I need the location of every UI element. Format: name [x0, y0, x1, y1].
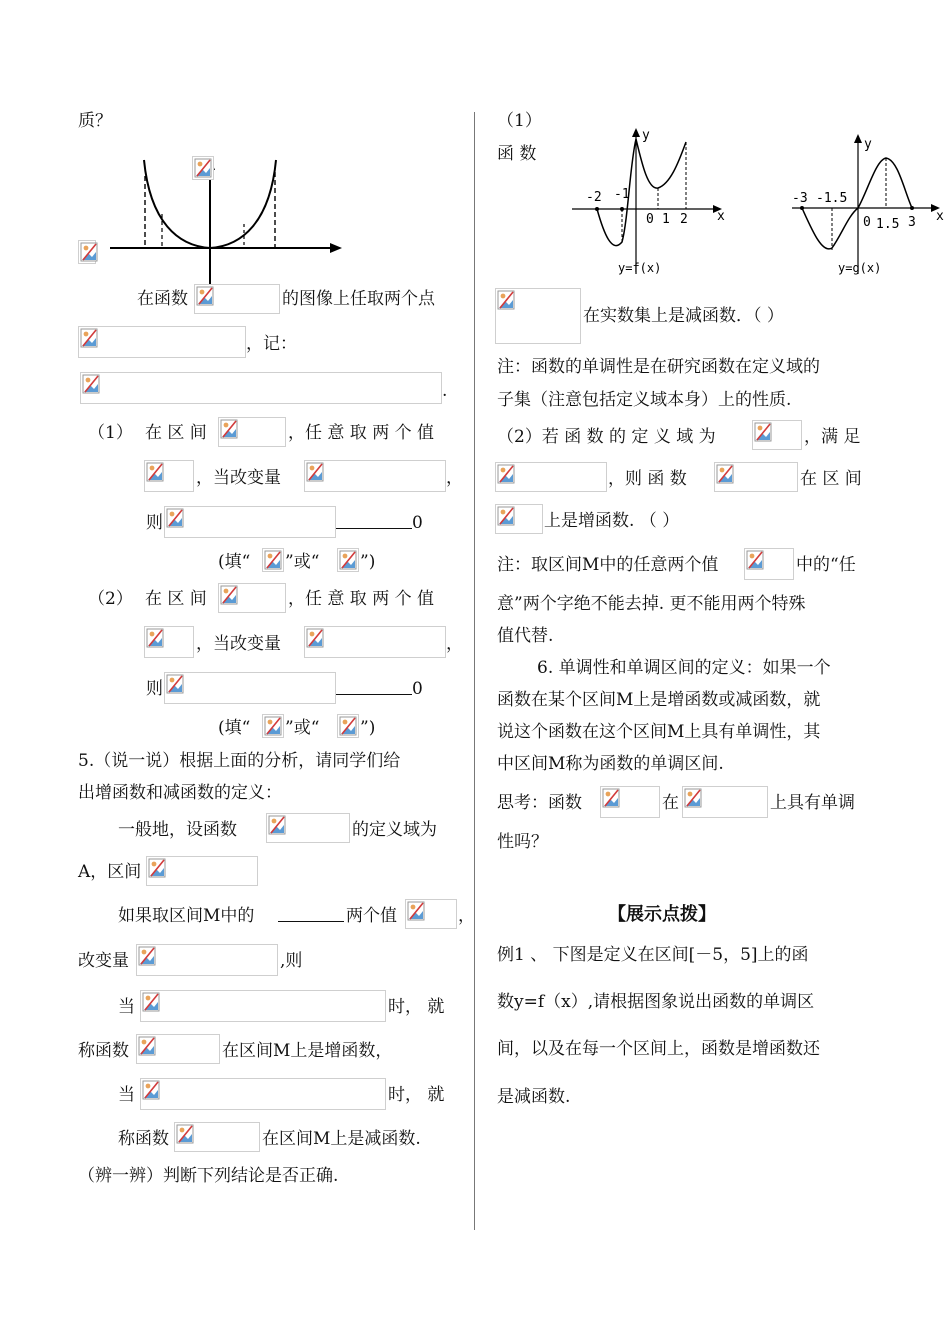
text: 如果取区间M中的 [118, 906, 255, 926]
text: . [442, 381, 448, 401]
text: ， [458, 906, 475, 926]
text: 说这个函数在这个区间M上具有单调性，其 [497, 722, 821, 742]
text: （2） [88, 589, 133, 609]
broken-image-icon [146, 628, 164, 648]
broken-image-icon [148, 858, 166, 878]
formula-image [144, 626, 194, 658]
broken-image-icon [684, 788, 702, 808]
tick-label: -1.5 [816, 191, 848, 206]
broken-image-icon [497, 506, 515, 526]
formula-image [405, 899, 457, 929]
text: 则 [146, 513, 163, 533]
text: （辨一辨）判断下列结论是否正确. [78, 1166, 339, 1186]
text: 例1 、 下图是定义在区间[－5，5]上的函 [497, 945, 809, 965]
text: 是减函数. [497, 1087, 571, 1107]
text: 在 区 间 [145, 589, 207, 609]
tick-label: 1.5 [876, 217, 900, 232]
text: ”或“ [285, 718, 320, 738]
text: ， [446, 468, 463, 488]
formula-image [136, 944, 278, 976]
text: 称函数 [118, 1129, 169, 1149]
text: 在 [662, 793, 679, 813]
text: 函 数 [497, 144, 537, 164]
tick-label: 0 [646, 212, 654, 227]
broken-image-icon [407, 901, 425, 921]
text: 中的“任 [796, 555, 856, 575]
column-divider [474, 112, 475, 1230]
text-zhi: 质？ [78, 111, 112, 131]
broken-image-icon [716, 464, 734, 484]
text: 0 [412, 513, 423, 533]
text: (填“ [218, 718, 251, 738]
broken-image-icon [220, 585, 238, 605]
text: 在实数集上是减函数．（ ） [583, 306, 784, 326]
text: ”) [360, 552, 376, 572]
formula-image [744, 548, 794, 580]
text: ”) [360, 718, 376, 738]
broken-image-icon [264, 716, 282, 736]
formula-image [495, 504, 543, 534]
axis-label-y: y [864, 137, 872, 152]
text: 6. 单调性和单调区间的定义：如果一个 [537, 658, 831, 678]
formula-image [682, 786, 768, 818]
text: ，满 足 [804, 427, 861, 447]
formula-image [218, 583, 286, 613]
broken-image-icon [754, 422, 772, 442]
broken-image-icon [142, 992, 160, 1012]
tick-label: 0 [863, 215, 871, 230]
broken-image-icon [339, 550, 357, 570]
formula-image [304, 626, 446, 658]
formula-image [266, 813, 350, 843]
formula-image [164, 506, 336, 538]
broken-image-icon [166, 508, 184, 528]
text: ， [446, 634, 463, 654]
text: 0 [412, 679, 423, 699]
broken-image-icon [220, 419, 238, 439]
formula-image [495, 288, 581, 344]
tick-label: -3 [792, 191, 808, 206]
formula-image [144, 460, 194, 492]
image-placeholder [192, 156, 214, 180]
broken-image-icon [306, 462, 324, 482]
text: ”或“ [285, 552, 320, 572]
text: 当 [118, 1085, 135, 1105]
broken-image-icon [306, 628, 324, 648]
formula-image [714, 462, 798, 492]
broken-image-icon [497, 464, 515, 484]
tick-label: -1 [614, 187, 630, 202]
graph-caption: y=f(x) [618, 261, 662, 275]
image-placeholder [78, 240, 96, 264]
text: 则 [146, 679, 163, 699]
text: 在函数 [137, 289, 188, 309]
formula-image [80, 372, 442, 404]
formula-image [262, 548, 284, 572]
text: 上是增函数. （ ） [544, 511, 680, 531]
text: ，记： [246, 334, 297, 354]
text: 注：取区间M中的任意两个值 [497, 555, 719, 575]
text: 思考：函数 [497, 793, 582, 813]
broken-image-icon [176, 1124, 194, 1144]
formula-image [140, 1078, 386, 1110]
broken-image-icon [746, 550, 764, 570]
text: 5.（说一说）根据上面的分析，请同学们给 [78, 751, 401, 771]
text: 的图像上任取两个点 [282, 289, 435, 309]
text: A，区间 [78, 862, 142, 882]
graph-g [790, 130, 946, 278]
text: 时， 就 [388, 997, 445, 1017]
text: (填“ [218, 552, 251, 572]
text: 注：函数的单调性是在研究函数在定义域的 [497, 357, 820, 377]
text: 值代替. [497, 626, 554, 646]
formula-image [495, 462, 607, 492]
formula-image [174, 1122, 260, 1152]
formula-image [146, 856, 258, 886]
broken-image-icon [80, 328, 98, 348]
text: 一般地，设函数 [118, 820, 237, 840]
formula-image [337, 548, 359, 572]
formula-image [136, 1034, 220, 1064]
formula-image [600, 786, 660, 818]
text: ，当改变量 [196, 468, 281, 488]
text: 意”两个字绝不能去掉. 更不能用两个特殊 [497, 594, 806, 614]
broken-image-icon [138, 1036, 156, 1056]
text: 间，以及在每一个区间上，函数是增函数还 [497, 1039, 820, 1059]
broken-image-icon [497, 290, 515, 310]
broken-image-icon [138, 946, 156, 966]
text: 出增函数和减函数的定义： [78, 783, 282, 803]
text: 当 [118, 997, 135, 1017]
broken-image-icon [264, 550, 282, 570]
formula-image [752, 420, 802, 450]
text: ,则 [280, 951, 303, 971]
broken-image-icon [194, 158, 212, 178]
text: 数y=f（x）,请根据图象说出函数的单调区 [497, 992, 815, 1012]
text: （1） [88, 423, 133, 443]
text: 改变量 [78, 951, 129, 971]
tick-label: -2 [586, 190, 602, 205]
broken-image-icon [196, 286, 214, 306]
formula-image [78, 326, 246, 358]
text: 时， 就 [388, 1085, 445, 1105]
formula-image [304, 460, 446, 492]
text: 上具有单调 [770, 793, 855, 813]
graph-caption: y=g(x) [838, 261, 882, 275]
text: 两个值 [346, 906, 397, 926]
text: ，则 函 数 [608, 469, 687, 489]
graph-f [570, 124, 730, 276]
broken-image-icon [602, 788, 620, 808]
text: 的定义域为 [352, 820, 437, 840]
formula-image [194, 284, 280, 314]
tick-label: 1 [662, 212, 670, 227]
broken-image-icon [142, 1080, 160, 1100]
broken-image-icon [146, 462, 164, 482]
axis-label-y: y [642, 128, 650, 143]
parabola-figure [78, 152, 358, 292]
text: 子集（注意包括定义域本身）上的性质. [497, 390, 792, 410]
text: 称函数 [78, 1041, 129, 1061]
formula-image [218, 417, 286, 447]
text: ，当改变量 [196, 634, 281, 654]
broken-image-icon [80, 242, 98, 262]
formula-image [140, 990, 386, 1022]
text: 函数在某个区间M上是增函数或减函数，就 [497, 690, 821, 710]
broken-image-icon [166, 674, 184, 694]
axis-label-x: x [717, 209, 725, 224]
text: 在 区 间 [800, 469, 862, 489]
broken-image-icon [82, 374, 100, 394]
text: （2）若 函 数 的 定 义 域 为 [497, 427, 716, 447]
text: 在区间M上是增函数， [222, 1041, 393, 1061]
text: 在 区 间 [145, 423, 207, 443]
broken-image-icon [339, 716, 357, 736]
text: 在区间M上是减函数. [262, 1129, 421, 1149]
text: 中区间M称为函数的单调区间. [497, 754, 724, 774]
text: ，任 意 取 两 个 值 [288, 589, 435, 609]
section-heading: 【展示点拨】 [608, 904, 716, 925]
text: （1） [497, 111, 542, 131]
tick-label: 2 [680, 212, 688, 227]
text: ，任 意 取 两 个 值 [288, 423, 435, 443]
formula-image [164, 672, 336, 704]
text: 性吗？ [497, 832, 548, 852]
tick-label: 3 [908, 215, 916, 230]
broken-image-icon [268, 815, 286, 835]
formula-image [337, 714, 359, 738]
formula-image [262, 714, 284, 738]
axis-label-x: x [936, 209, 944, 224]
